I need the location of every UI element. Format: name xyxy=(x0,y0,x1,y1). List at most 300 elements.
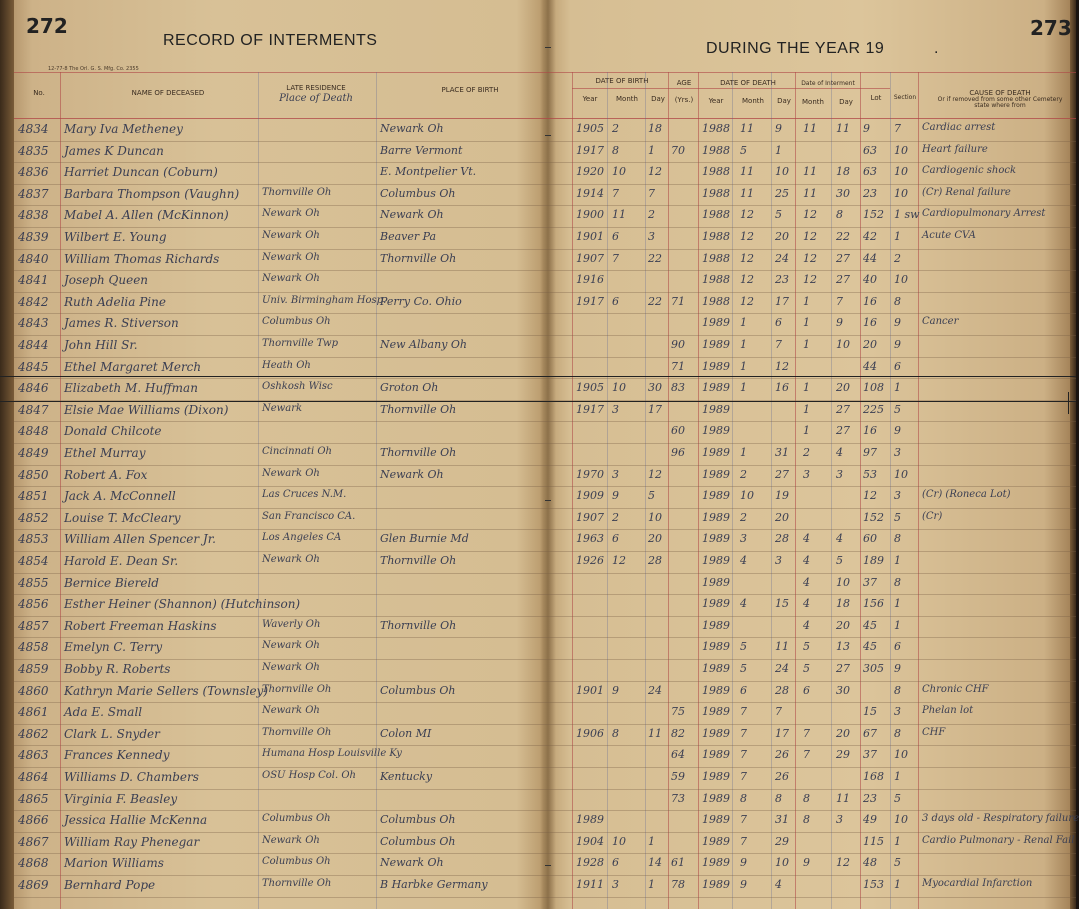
cell-number: 4840 xyxy=(18,251,49,266)
cell-age: 64 xyxy=(671,748,685,762)
cell-number: 4850 xyxy=(18,467,49,482)
cell-section: 5 xyxy=(894,791,901,805)
cell-dod-day: 20 xyxy=(775,510,789,524)
cell-dod-month: 5 xyxy=(740,640,747,654)
table-row xyxy=(0,832,1076,854)
cell-lot: 153 xyxy=(863,878,884,891)
cell-dob-month: 12 xyxy=(612,554,626,567)
table-row xyxy=(0,616,1076,638)
table-row xyxy=(0,421,1076,443)
cell-dod-day: 20 xyxy=(775,230,789,243)
cell-dod-year: 1989 xyxy=(702,813,730,827)
cell-dob-year: 1926 xyxy=(576,554,604,567)
cell-dod-month: 12 xyxy=(740,273,754,287)
cell-dob-year: 1907 xyxy=(576,510,604,524)
cell-age: 70 xyxy=(671,143,685,157)
cell-name: Bernice Biereld xyxy=(64,575,159,590)
cell-dob-day: 30 xyxy=(648,381,662,395)
cell-dod-year: 1988 xyxy=(702,294,730,308)
cell-section: 9 xyxy=(894,662,901,675)
table-row xyxy=(0,789,1076,811)
cell-section: 7 xyxy=(894,122,901,135)
cell-cause: (Cr) Renal failure xyxy=(922,186,1011,198)
cell-dob-year: 1907 xyxy=(576,251,604,265)
table-row xyxy=(0,400,1076,422)
cell-dob-month: 8 xyxy=(612,726,619,740)
cell-residence: Thornville Oh xyxy=(262,726,332,738)
cell-birthplace: Thornville Oh xyxy=(380,402,457,416)
cell-lot: 37 xyxy=(863,748,877,762)
cell-doi-month: 9 xyxy=(803,856,810,870)
col-header-birthplace: PLACE OF BIRTH xyxy=(441,86,499,94)
cell-residence: Newark Oh xyxy=(262,834,320,846)
cell-dod-day: 25 xyxy=(775,186,789,200)
cell-dob-day: 1 xyxy=(648,834,655,848)
cell-dob-month: 9 xyxy=(612,683,619,697)
cell-lot: 42 xyxy=(863,230,877,243)
cell-doi-day: 13 xyxy=(836,640,850,654)
cell-lot: 48 xyxy=(863,856,877,870)
cell-age: 90 xyxy=(671,338,685,351)
cell-name: Mary Iva Metheney xyxy=(64,122,183,136)
cell-dod-day: 16 xyxy=(775,381,789,395)
cell-dod-day: 26 xyxy=(775,770,789,783)
cell-residence: Waverly Oh xyxy=(262,618,321,630)
cell-name: William Ray Phenegar xyxy=(64,834,200,849)
cell-number: 4859 xyxy=(18,662,49,676)
cell-dob-year: 1920 xyxy=(576,165,604,179)
header-date-subrule xyxy=(572,88,890,89)
cell-residence: Thornville Twp xyxy=(262,338,338,349)
cell-dod-month: 1 xyxy=(740,446,747,459)
cell-residence: Newark Oh xyxy=(262,662,320,673)
cell-dob-month: 3 xyxy=(612,467,619,481)
cell-dob-month: 6 xyxy=(612,856,619,870)
cell-section: 8 xyxy=(894,532,901,546)
cell-dod-day: 28 xyxy=(775,532,789,546)
cell-dob-year: 1917 xyxy=(576,294,604,308)
cell-dod-year: 1989 xyxy=(702,770,730,783)
cell-lot: 45 xyxy=(863,618,877,632)
table-row xyxy=(0,745,1076,767)
cell-residence: Newark Oh xyxy=(262,230,320,241)
cell-age: 96 xyxy=(671,446,685,459)
cell-dob-day: 10 xyxy=(648,510,662,524)
cell-dod-day: 9 xyxy=(775,122,782,135)
cell-dod-year: 1989 xyxy=(702,597,730,611)
cell-dob-day: 1 xyxy=(648,878,655,891)
cell-name: Elsie Mae Williams (Dixon) xyxy=(64,402,229,417)
cell-section: 8 xyxy=(894,726,901,740)
cell-dob-year: 1909 xyxy=(576,489,604,503)
row-rule xyxy=(14,897,1076,898)
cell-doi-month: 1 xyxy=(803,402,810,416)
cell-number: 4847 xyxy=(18,402,49,417)
cell-lot: 20 xyxy=(863,338,877,351)
cell-section: 9 xyxy=(894,338,901,351)
cell-number: 4855 xyxy=(18,575,49,590)
cell-name: Wilbert E. Young xyxy=(64,230,167,244)
cell-doi-day: 22 xyxy=(836,230,850,243)
cell-dod-year: 1989 xyxy=(702,748,730,762)
cell-dod-year: 1988 xyxy=(702,122,730,135)
cell-number: 4862 xyxy=(18,726,49,741)
cell-dod-year: 1989 xyxy=(702,424,730,438)
right-page-title-dot: . xyxy=(934,40,939,57)
cell-name: Emelyn C. Terry xyxy=(64,640,163,655)
cell-dob-day: 3 xyxy=(648,230,655,243)
cell-dod-year: 1989 xyxy=(702,878,730,891)
cell-dod-month: 4 xyxy=(740,597,747,611)
fold-dash xyxy=(545,135,551,136)
cell-section: 1 xyxy=(894,230,901,243)
cell-section: 1 xyxy=(894,878,901,891)
cell-number: 4864 xyxy=(18,770,49,784)
cell-dod-day: 15 xyxy=(775,597,789,611)
cell-section: 10 xyxy=(894,143,908,157)
cell-dod-month: 10 xyxy=(740,489,754,503)
cell-dod-day: 8 xyxy=(775,791,782,805)
cell-name: Bobby R. Roberts xyxy=(64,662,171,676)
cell-name: Robert A. Fox xyxy=(64,467,148,482)
cell-dod-month: 12 xyxy=(740,230,754,243)
cell-birthplace: Barre Vermont xyxy=(380,143,463,157)
cell-number: 4837 xyxy=(18,186,49,201)
cell-dob-day: 7 xyxy=(648,186,655,200)
cell-name: Elizabeth M. Huffman xyxy=(64,381,198,396)
cell-number: 4869 xyxy=(18,878,49,892)
cell-dod-year: 1988 xyxy=(702,165,730,179)
cell-age: 73 xyxy=(671,791,685,805)
cell-dob-year: 1917 xyxy=(576,143,604,157)
cell-lot: 15 xyxy=(863,705,877,719)
cell-doi-month: 4 xyxy=(803,618,810,632)
table-row xyxy=(0,465,1076,487)
cell-lot: 156 xyxy=(863,597,884,611)
cell-birthplace: Perry Co. Ohio xyxy=(380,294,462,308)
cell-birthplace: Thornville Oh xyxy=(380,554,457,567)
cell-dod-year: 1989 xyxy=(702,683,730,697)
cell-residence: Newark Oh xyxy=(262,705,320,717)
cell-name: Clark L. Snyder xyxy=(64,726,160,741)
cell-birthplace: Groton Oh xyxy=(380,381,439,395)
cell-section: 8 xyxy=(894,575,901,589)
cell-dod-year: 1988 xyxy=(702,251,730,265)
cell-dod-month: 3 xyxy=(740,532,747,546)
cell-dob-year: 1989 xyxy=(576,813,604,827)
cell-section: 3 xyxy=(894,705,901,719)
cell-doi-day: 27 xyxy=(836,662,850,675)
cell-doi-day: 27 xyxy=(836,424,850,438)
cell-name: Mabel A. Allen (McKinnon) xyxy=(64,208,229,223)
cell-dob-month: 10 xyxy=(612,165,626,179)
cell-section: 8 xyxy=(894,294,901,308)
cell-number: 4841 xyxy=(18,273,49,288)
col-header-dod-day: Day xyxy=(777,97,791,105)
cell-doi-month: 1 xyxy=(803,424,810,438)
cell-residence: Newark Oh xyxy=(262,208,320,220)
cell-section: 5 xyxy=(894,856,901,870)
cell-dod-day: 6 xyxy=(775,316,782,330)
cell-residence: Humana Hosp Louisville Ky xyxy=(262,748,402,760)
cell-birthplace: Newark Oh xyxy=(380,856,444,870)
cell-doi-day: 27 xyxy=(836,402,850,416)
cell-name: Williams D. Chambers xyxy=(64,770,199,784)
cell-doi-day: 18 xyxy=(836,165,850,179)
cell-dod-year: 1989 xyxy=(702,381,730,395)
cell-dod-year: 1989 xyxy=(702,554,730,567)
cell-lot: 152 xyxy=(863,208,884,222)
cell-cause: Cardio Pulmonary - Renal Fail xyxy=(922,834,1075,846)
table-row xyxy=(0,573,1076,595)
cell-birthplace: Newark Oh xyxy=(380,122,444,135)
cell-dod-year: 1989 xyxy=(702,316,730,330)
cell-lot: 189 xyxy=(863,554,884,567)
cell-cause: (Cr) xyxy=(922,510,943,522)
cell-number: 4865 xyxy=(18,791,49,806)
cell-section: 9 xyxy=(894,424,901,438)
cell-dod-year: 1989 xyxy=(702,489,730,503)
cell-residence: Thornville Oh xyxy=(262,683,332,695)
cell-doi-day: 3 xyxy=(836,813,843,827)
cell-dod-day: 5 xyxy=(775,208,782,222)
col-header-residence: LATE RESIDENCE xyxy=(286,84,346,92)
cell-doi-month: 5 xyxy=(803,662,810,675)
cell-birthplace: Colon MI xyxy=(380,726,432,740)
cell-section: 3 xyxy=(894,489,901,503)
cell-name: Robert Freeman Haskins xyxy=(64,618,217,633)
table-row xyxy=(0,184,1076,206)
cell-section: 6 xyxy=(894,359,901,373)
cell-doi-day: 10 xyxy=(836,338,850,351)
cell-doi-month: 12 xyxy=(803,208,817,222)
table-row xyxy=(0,249,1076,271)
cell-birthplace: Beaver Pa xyxy=(380,230,437,243)
cell-number: 4836 xyxy=(18,165,49,180)
cell-dob-year: 1906 xyxy=(576,726,604,740)
col-header-residence-note: Place of Death xyxy=(279,93,353,104)
cell-name: Ethel Murray xyxy=(64,446,146,460)
table-row xyxy=(0,486,1076,508)
cell-dod-month: 7 xyxy=(740,834,747,848)
cell-residence: Newark Oh xyxy=(262,467,320,479)
cell-doi-day: 20 xyxy=(836,618,850,632)
cell-number: 4866 xyxy=(18,813,49,828)
cell-dob-day: 28 xyxy=(648,554,662,567)
cell-dod-month: 11 xyxy=(740,186,754,200)
cell-dod-year: 1988 xyxy=(702,208,730,222)
cell-dob-day: 14 xyxy=(648,856,662,870)
cell-cause: Cardiogenic shock xyxy=(922,165,1017,177)
cell-dod-month: 12 xyxy=(740,294,754,308)
cell-dod-day: 31 xyxy=(775,813,789,827)
col-header-dob-day: Day xyxy=(651,95,665,103)
cell-dod-day: 29 xyxy=(775,834,789,848)
cell-section: 10 xyxy=(894,165,908,179)
cell-doi-month: 1 xyxy=(803,316,810,330)
cell-number: 4868 xyxy=(18,856,49,871)
cell-dob-month: 7 xyxy=(612,186,619,200)
table-row xyxy=(0,443,1076,465)
cell-section: 1 xyxy=(894,834,901,848)
cell-lot: 45 xyxy=(863,640,877,654)
cell-birthplace: Kentucky xyxy=(380,770,433,783)
cell-section: 10 xyxy=(894,467,908,481)
cell-dod-day: 4 xyxy=(775,878,782,891)
cell-section: 1 xyxy=(894,597,901,611)
col-header-cause: CAUSE OF DEATH xyxy=(969,89,1031,97)
cell-birthplace: Thornville Oh xyxy=(380,618,457,632)
cell-number: 4861 xyxy=(18,705,49,720)
cell-number: 4863 xyxy=(18,748,49,763)
col-header-dob-month: Month xyxy=(616,95,638,103)
cell-birthplace: Columbus Oh xyxy=(380,834,456,848)
cell-name: Marion Williams xyxy=(64,856,164,871)
cell-residence: Thornville Oh xyxy=(262,878,332,889)
table-row xyxy=(0,767,1076,789)
cell-dod-day: 19 xyxy=(775,489,789,503)
cell-number: 4845 xyxy=(18,359,49,374)
cell-dod-day: 23 xyxy=(775,273,789,287)
cell-residence: Columbus Oh xyxy=(262,856,331,868)
cell-dod-month: 2 xyxy=(740,510,747,524)
cell-number: 4867 xyxy=(18,834,49,849)
cell-lot: 152 xyxy=(863,510,884,524)
cell-number: 4835 xyxy=(18,143,49,158)
cell-section: 6 xyxy=(894,640,901,654)
cell-name: Barbara Thompson (Vaughn) xyxy=(64,186,240,201)
cell-dod-year: 1989 xyxy=(702,510,730,524)
cell-lot: 23 xyxy=(863,791,877,805)
cell-dod-day: 27 xyxy=(775,467,789,481)
cell-dod-day: 3 xyxy=(775,554,782,567)
cell-doi-month: 12 xyxy=(803,273,817,287)
cell-birthplace: E. Montpelier Vt. xyxy=(380,165,477,179)
cell-birthplace: Newark Oh xyxy=(380,208,444,222)
cell-dod-year: 1989 xyxy=(702,532,730,546)
cell-name: Ethel Margaret Merch xyxy=(64,359,202,374)
cell-doi-month: 12 xyxy=(803,251,817,265)
cell-dod-year: 1989 xyxy=(702,662,730,675)
cell-dob-month: 3 xyxy=(612,402,619,416)
fold-dash xyxy=(545,865,551,866)
cell-lot: 53 xyxy=(863,467,877,481)
cell-dob-year: 1905 xyxy=(576,381,604,395)
cell-section: 1 xyxy=(894,770,901,783)
cell-number: 4860 xyxy=(18,683,49,698)
col-header-age-unit: (Yrs.) xyxy=(674,96,694,104)
table-row xyxy=(0,702,1076,724)
cell-number: 4856 xyxy=(18,597,49,612)
cell-lot: 37 xyxy=(863,575,877,589)
cell-dod-year: 1989 xyxy=(702,618,730,632)
cell-number: 4849 xyxy=(18,446,49,460)
cell-dod-day: 24 xyxy=(775,662,789,675)
cell-birthplace: Thornville Oh xyxy=(380,446,457,459)
cell-residence: Los Angeles CA xyxy=(262,532,342,544)
cell-doi-month: 4 xyxy=(803,597,810,611)
col-header-date-of-birth: DATE OF BIRTH xyxy=(595,77,649,85)
cell-lot: 60 xyxy=(863,532,877,546)
cell-name: Kathryn Marie Sellers (Townsley) xyxy=(64,683,269,698)
col-header-dod-month: Month xyxy=(742,97,764,105)
cell-dod-day: 10 xyxy=(775,165,789,179)
cell-age: 60 xyxy=(671,424,685,438)
cell-age: 71 xyxy=(671,294,685,308)
cell-dob-year: 1900 xyxy=(576,208,604,222)
cell-residence: Newark Oh xyxy=(262,251,320,263)
cell-dod-year: 1989 xyxy=(702,640,730,654)
cell-dod-day: 10 xyxy=(775,856,789,870)
cell-section: 1 xyxy=(894,381,901,395)
cell-dod-year: 1989 xyxy=(702,402,730,416)
cell-lot: 115 xyxy=(863,834,884,848)
cell-dod-month: 1 xyxy=(740,381,747,395)
col-header-cause-note: Or if removed from some other Cemetery state where from xyxy=(937,96,1063,109)
cell-doi-day: 11 xyxy=(836,122,850,135)
cell-name: Harriet Duncan (Coburn) xyxy=(64,165,218,180)
cell-birthplace: Thornville Oh xyxy=(380,251,457,265)
cell-section: 8 xyxy=(894,683,901,697)
cell-name: Joseph Queen xyxy=(64,273,149,288)
cell-number: 4842 xyxy=(18,294,49,309)
cell-doi-day: 7 xyxy=(836,294,843,308)
cell-residence: Cincinnati Oh xyxy=(262,446,332,457)
cell-doi-month: 11 xyxy=(803,186,817,200)
cell-lot: 63 xyxy=(863,143,877,157)
cell-dob-day: 17 xyxy=(648,402,662,416)
cell-number: 4848 xyxy=(18,424,49,439)
cell-dob-month: 8 xyxy=(612,143,619,157)
cell-name: James K Duncan xyxy=(64,143,164,158)
cell-dob-year: 1928 xyxy=(576,856,604,870)
cell-doi-day: 4 xyxy=(836,532,843,546)
table-row xyxy=(0,529,1076,551)
cell-dod-day: 17 xyxy=(775,294,789,308)
cell-residence: Oshkosh Wisc xyxy=(262,381,333,393)
left-page-title: RECORD OF INTERMENTS xyxy=(163,32,378,49)
cell-dob-month: 2 xyxy=(612,122,619,135)
cell-doi-month: 4 xyxy=(803,554,810,567)
cell-dod-year: 1988 xyxy=(702,143,730,157)
cell-residence: Univ. Birmingham Hosp. xyxy=(262,294,387,306)
cell-dod-month: 6 xyxy=(740,683,747,697)
cell-cause: Cardiopulmonary Arrest xyxy=(922,208,1046,220)
cell-age: 78 xyxy=(671,878,685,891)
cell-dob-day: 12 xyxy=(648,165,662,179)
ruler-line-bottom xyxy=(0,401,1076,402)
cell-dob-day: 1 xyxy=(648,143,655,157)
cell-doi-month: 8 xyxy=(803,791,810,805)
fold-dash xyxy=(545,47,551,48)
cell-doi-day: 18 xyxy=(836,597,850,611)
cell-dob-day: 20 xyxy=(648,532,662,546)
cell-section: 10 xyxy=(894,273,908,287)
cell-section: 2 xyxy=(894,251,901,265)
cell-age: 59 xyxy=(671,770,685,783)
cell-dob-month: 6 xyxy=(612,294,619,308)
cell-name: John Hill Sr. xyxy=(64,338,138,352)
cell-name: Louise T. McCleary xyxy=(64,510,181,525)
cell-name: Frances Kennedy xyxy=(64,748,170,763)
cell-lot: 16 xyxy=(863,424,877,438)
cell-name: Harold E. Dean Sr. xyxy=(64,554,179,568)
cell-doi-month: 5 xyxy=(803,640,810,654)
col-header-dod-year: Year xyxy=(708,97,724,105)
cell-age: 83 xyxy=(671,381,685,395)
cell-dod-month: 7 xyxy=(740,770,747,783)
cell-dod-year: 1989 xyxy=(702,834,730,848)
